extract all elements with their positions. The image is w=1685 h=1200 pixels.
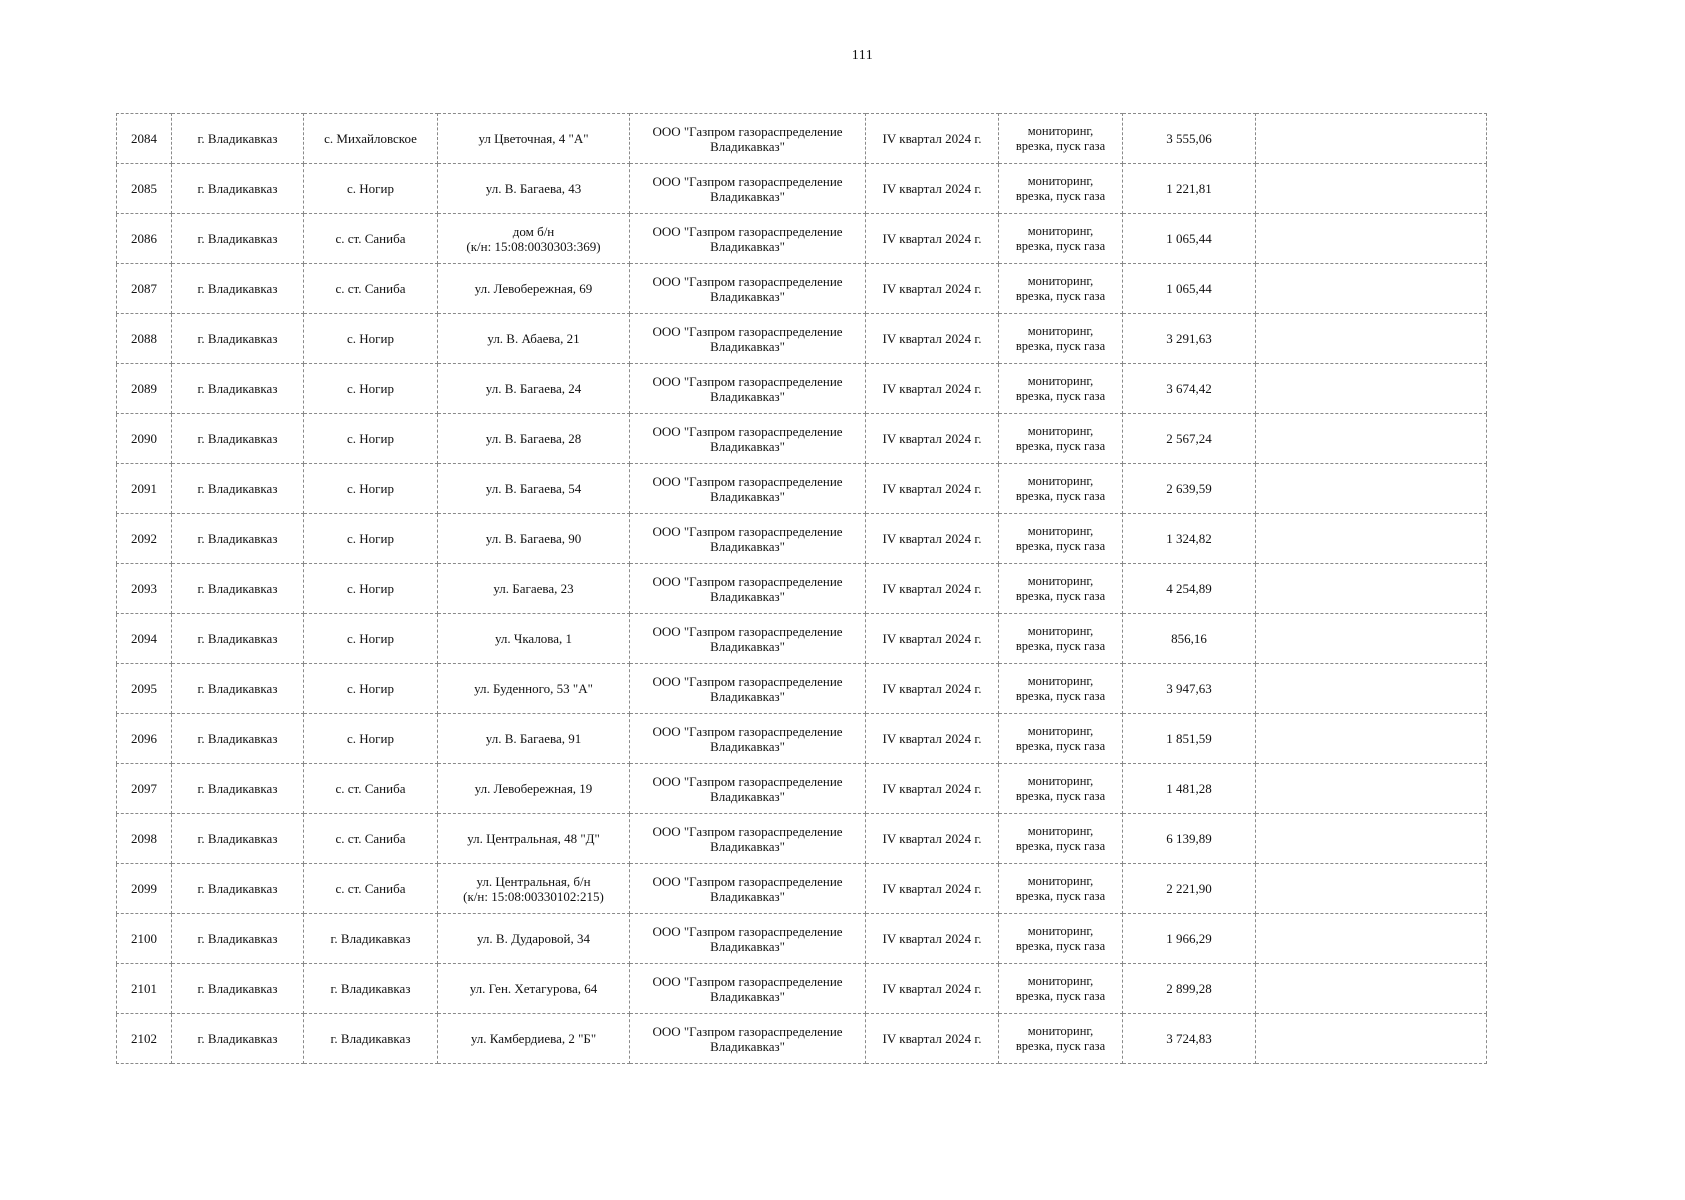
works-cell-line: мониторинг,: [1027, 873, 1094, 888]
address-cell: ул Цветочная, 4 "А": [438, 114, 630, 164]
row-number-cell: 2091: [117, 464, 172, 514]
organization-cell: [630, 564, 866, 614]
amount-cell: 2 567,24: [1123, 414, 1256, 464]
settlement-cell: г. Владикавказ: [304, 914, 438, 964]
row-number-cell: 2094: [117, 614, 172, 664]
amount-cell: 3 674,42: [1123, 364, 1256, 414]
works-cell-line: мониторинг,: [1027, 323, 1094, 338]
works-cell-line: врезка, пуск газа: [1015, 288, 1106, 303]
works-cell: [999, 564, 1123, 614]
amount-cell: 1 481,28: [1123, 764, 1256, 814]
works-cell-line: мониторинг,: [1027, 523, 1094, 538]
address-cell: ул. Левобережная, 69: [438, 264, 630, 314]
period-cell: IV квартал 2024 г.: [866, 164, 999, 214]
district-cell: г. Владикавказ: [172, 614, 304, 664]
organization-cell-line: ООО "Газпром газораспределение: [652, 423, 843, 439]
organization-cell-line: Владикавказ": [710, 988, 785, 1004]
works-cell-line: врезка, пуск газа: [1015, 388, 1106, 403]
district-cell: г. Владикавказ: [172, 1014, 304, 1064]
organization-cell-line: ООО "Газпром газораспределение: [652, 273, 843, 289]
settlement-cell: с. Ногир: [304, 164, 438, 214]
table-row: [117, 714, 1487, 764]
works-cell: [999, 464, 1123, 514]
works-cell-line: мониторинг,: [1027, 573, 1094, 588]
empty-cell: [1256, 964, 1487, 1014]
table-row: [117, 514, 1487, 564]
district-cell: г. Владикавказ: [172, 114, 304, 164]
empty-cell: [1256, 714, 1487, 764]
table-row: [117, 864, 1487, 914]
organization-cell-line: Владикавказ": [710, 838, 785, 854]
organization-cell-line: Владикавказ": [710, 288, 785, 304]
address-cell: ул. В. Багаева, 24: [438, 364, 630, 414]
organization-cell: [630, 714, 866, 764]
works-cell-line: врезка, пуск газа: [1015, 588, 1106, 603]
organization-cell-line: Владикавказ": [710, 438, 785, 454]
organization-cell-line: ООО "Газпром газораспределение: [652, 473, 843, 489]
organization-cell-line: Владикавказ": [710, 388, 785, 404]
works-cell-line: врезка, пуск газа: [1015, 638, 1106, 653]
works-cell: [999, 1014, 1123, 1064]
period-cell: IV квартал 2024 г.: [866, 214, 999, 264]
organization-cell-line: Владикавказ": [710, 1038, 785, 1054]
works-cell: [999, 764, 1123, 814]
amount-cell: 2 639,59: [1123, 464, 1256, 514]
row-number-cell: 2101: [117, 964, 172, 1014]
empty-cell: [1256, 864, 1487, 914]
organization-cell-line: Владикавказ": [710, 238, 785, 254]
works-cell: [999, 414, 1123, 464]
works-cell-line: мониторинг,: [1027, 173, 1094, 188]
amount-cell: 1 065,44: [1123, 264, 1256, 314]
empty-cell: [1256, 114, 1487, 164]
empty-cell: [1256, 564, 1487, 614]
organization-cell-line: Владикавказ": [710, 938, 785, 954]
address-cell: ул. Левобережная, 19: [438, 764, 630, 814]
works-cell-line: врезка, пуск газа: [1015, 238, 1106, 253]
works-cell: [999, 114, 1123, 164]
organization-cell-line: Владикавказ": [710, 638, 785, 654]
address-cell: [438, 864, 630, 914]
works-cell-line: врезка, пуск газа: [1015, 888, 1106, 903]
address-cell: ул. В. Багаева, 28: [438, 414, 630, 464]
organization-cell: [630, 364, 866, 414]
settlement-cell: г. Владикавказ: [304, 1014, 438, 1064]
period-cell: IV квартал 2024 г.: [866, 314, 999, 364]
address-cell: ул. В. Багаева, 54: [438, 464, 630, 514]
works-cell: [999, 214, 1123, 264]
row-number-cell: 2095: [117, 664, 172, 714]
amount-cell: 856,16: [1123, 614, 1256, 664]
empty-cell: [1256, 314, 1487, 364]
period-cell: IV квартал 2024 г.: [866, 814, 999, 864]
table-row: [117, 1014, 1487, 1064]
row-number-cell: 2092: [117, 514, 172, 564]
works-cell-line: мониторинг,: [1027, 723, 1094, 738]
works-cell-line: мониторинг,: [1027, 123, 1094, 138]
settlement-cell: с. Ногир: [304, 314, 438, 364]
row-number-cell: 2100: [117, 914, 172, 964]
organization-cell: [630, 114, 866, 164]
works-cell-line: мониторинг,: [1027, 673, 1094, 688]
period-cell: IV квартал 2024 г.: [866, 864, 999, 914]
empty-cell: [1256, 764, 1487, 814]
row-number-cell: 2097: [117, 764, 172, 814]
organization-cell: [630, 614, 866, 664]
row-number-cell: 2093: [117, 564, 172, 614]
district-cell: г. Владикавказ: [172, 814, 304, 864]
amount-cell: 2 899,28: [1123, 964, 1256, 1014]
amount-cell: 1 065,44: [1123, 214, 1256, 264]
works-cell-line: врезка, пуск газа: [1015, 488, 1106, 503]
district-cell: г. Владикавказ: [172, 464, 304, 514]
table-row: [117, 464, 1487, 514]
address-cell: ул. Ген. Хетагурова, 64: [438, 964, 630, 1014]
settlement-cell: с. ст. Саниба: [304, 814, 438, 864]
address-cell: ул. В. Абаева, 21: [438, 314, 630, 364]
organization-cell-line: ООО "Газпром газораспределение: [652, 223, 843, 239]
organization-cell: [630, 814, 866, 864]
works-cell-line: мониторинг,: [1027, 773, 1094, 788]
amount-cell: 1 966,29: [1123, 914, 1256, 964]
organization-cell: [630, 864, 866, 914]
period-cell: IV квартал 2024 г.: [866, 364, 999, 414]
settlement-cell: с. Ногир: [304, 564, 438, 614]
period-cell: IV квартал 2024 г.: [866, 264, 999, 314]
empty-cell: [1256, 414, 1487, 464]
organization-cell-line: ООО "Газпром газораспределение: [652, 723, 843, 739]
works-cell-line: мониторинг,: [1027, 273, 1094, 288]
empty-cell: [1256, 464, 1487, 514]
address-cell: ул. В. Багаева, 90: [438, 514, 630, 564]
organization-cell-line: ООО "Газпром газораспределение: [652, 523, 843, 539]
works-cell-line: мониторинг,: [1027, 923, 1094, 938]
organization-cell: [630, 664, 866, 714]
district-cell: г. Владикавказ: [172, 364, 304, 414]
amount-cell: 6 139,89: [1123, 814, 1256, 864]
registry-table: [116, 113, 1487, 1064]
works-cell: [999, 264, 1123, 314]
amount-cell: 1 221,81: [1123, 164, 1256, 214]
organization-cell-line: Владикавказ": [710, 488, 785, 504]
table-row: [117, 764, 1487, 814]
amount-cell: 4 254,89: [1123, 564, 1256, 614]
period-cell: IV квартал 2024 г.: [866, 614, 999, 664]
address-cell: ул. Буденного, 53 "А": [438, 664, 630, 714]
period-cell: IV квартал 2024 г.: [866, 914, 999, 964]
organization-cell: [630, 164, 866, 214]
table-row: [117, 964, 1487, 1014]
address-line: (к/н: 15:08:0030303:369): [466, 238, 601, 254]
settlement-cell: с. ст. Саниба: [304, 764, 438, 814]
organization-cell-line: ООО "Газпром газораспределение: [652, 623, 843, 639]
organization-cell-line: Владикавказ": [710, 538, 785, 554]
settlement-cell: с. Ногир: [304, 514, 438, 564]
table-row: [117, 614, 1487, 664]
period-cell: IV квартал 2024 г.: [866, 414, 999, 464]
empty-cell: [1256, 214, 1487, 264]
address-cell: ул. Камбердиева, 2 "Б": [438, 1014, 630, 1064]
organization-cell: [630, 414, 866, 464]
settlement-cell: с. Ногир: [304, 714, 438, 764]
row-number-cell: 2084: [117, 114, 172, 164]
district-cell: г. Владикавказ: [172, 314, 304, 364]
district-cell: г. Владикавказ: [172, 764, 304, 814]
organization-cell: [630, 914, 866, 964]
row-number-cell: 2085: [117, 164, 172, 214]
row-number-cell: 2086: [117, 214, 172, 264]
table-body: [117, 114, 1487, 1064]
period-cell: IV квартал 2024 г.: [866, 964, 999, 1014]
district-cell: г. Владикавказ: [172, 414, 304, 464]
organization-cell-line: ООО "Газпром газораспределение: [652, 323, 843, 339]
organization-cell-line: Владикавказ": [710, 788, 785, 804]
works-cell-line: мониторинг,: [1027, 623, 1094, 638]
works-cell: [999, 314, 1123, 364]
organization-cell-line: Владикавказ": [710, 188, 785, 204]
district-cell: г. Владикавказ: [172, 564, 304, 614]
settlement-cell: с. Ногир: [304, 464, 438, 514]
organization-cell: [630, 1014, 866, 1064]
works-cell-line: мониторинг,: [1027, 473, 1094, 488]
address-cell: [438, 214, 630, 264]
organization-cell: [630, 964, 866, 1014]
works-cell-line: врезка, пуск газа: [1015, 188, 1106, 203]
period-cell: IV квартал 2024 г.: [866, 114, 999, 164]
works-cell-line: мониторинг,: [1027, 423, 1094, 438]
works-cell: [999, 964, 1123, 1014]
settlement-cell: с. ст. Саниба: [304, 264, 438, 314]
organization-cell: [630, 214, 866, 264]
period-cell: IV квартал 2024 г.: [866, 714, 999, 764]
amount-cell: 1 851,59: [1123, 714, 1256, 764]
row-number-cell: 2099: [117, 864, 172, 914]
works-cell: [999, 864, 1123, 914]
organization-cell: [630, 264, 866, 314]
works-cell: [999, 614, 1123, 664]
district-cell: г. Владикавказ: [172, 214, 304, 264]
table-row: [117, 364, 1487, 414]
period-cell: IV квартал 2024 г.: [866, 664, 999, 714]
empty-cell: [1256, 914, 1487, 964]
organization-cell-line: ООО "Газпром газораспределение: [652, 573, 843, 589]
organization-cell-line: ООО "Газпром газораспределение: [652, 1023, 843, 1039]
address-line: (к/н: 15:08:00330102:215): [463, 888, 604, 904]
address-line: ул. Центральная, б/н: [476, 873, 591, 889]
works-cell-line: врезка, пуск газа: [1015, 688, 1106, 703]
works-cell: [999, 814, 1123, 864]
organization-cell-line: Владикавказ": [710, 588, 785, 604]
works-cell-line: врезка, пуск газа: [1015, 988, 1106, 1003]
district-cell: г. Владикавказ: [172, 714, 304, 764]
row-number-cell: 2090: [117, 414, 172, 464]
empty-cell: [1256, 814, 1487, 864]
works-cell-line: врезка, пуск газа: [1015, 138, 1106, 153]
settlement-cell: с. ст. Саниба: [304, 214, 438, 264]
settlement-cell: с. ст. Саниба: [304, 864, 438, 914]
address-line: дом б/н: [512, 223, 555, 239]
organization-cell-line: Владикавказ": [710, 738, 785, 754]
table-row: [117, 114, 1487, 164]
settlement-cell: с. Ногир: [304, 664, 438, 714]
amount-cell: 3 724,83: [1123, 1014, 1256, 1064]
organization-cell-line: Владикавказ": [710, 688, 785, 704]
organization-cell-line: ООО "Газпром газораспределение: [652, 973, 843, 989]
works-cell: [999, 514, 1123, 564]
period-cell: IV квартал 2024 г.: [866, 514, 999, 564]
works-cell: [999, 714, 1123, 764]
table-row: [117, 264, 1487, 314]
district-cell: г. Владикавказ: [172, 514, 304, 564]
address-cell: ул. В. Багаева, 43: [438, 164, 630, 214]
row-number-cell: 2096: [117, 714, 172, 764]
table-row: [117, 664, 1487, 714]
page-number: 111: [851, 48, 874, 63]
empty-cell: [1256, 614, 1487, 664]
settlement-cell: с. Ногир: [304, 614, 438, 664]
organization-cell-line: Владикавказ": [710, 138, 785, 154]
organization-cell: [630, 764, 866, 814]
organization-cell-line: ООО "Газпром газораспределение: [652, 373, 843, 389]
district-cell: г. Владикавказ: [172, 664, 304, 714]
organization-cell-line: ООО "Газпром газораспределение: [652, 773, 843, 789]
empty-cell: [1256, 514, 1487, 564]
amount-cell: 3 291,63: [1123, 314, 1256, 364]
address-cell: ул. В. Дударовой, 34: [438, 914, 630, 964]
works-cell: [999, 164, 1123, 214]
row-number-cell: 2089: [117, 364, 172, 414]
amount-cell: 3 947,63: [1123, 664, 1256, 714]
table-row: [117, 164, 1487, 214]
organization-cell-line: ООО "Газпром газораспределение: [652, 873, 843, 889]
empty-cell: [1256, 664, 1487, 714]
works-cell-line: врезка, пуск газа: [1015, 838, 1106, 853]
works-cell-line: мониторинг,: [1027, 1023, 1094, 1038]
works-cell: [999, 914, 1123, 964]
address-cell: ул. Багаева, 23: [438, 564, 630, 614]
organization-cell: [630, 464, 866, 514]
amount-cell: 2 221,90: [1123, 864, 1256, 914]
address-cell: ул. Центральная, 48 "Д": [438, 814, 630, 864]
row-number-cell: 2087: [117, 264, 172, 314]
period-cell: IV квартал 2024 г.: [866, 1014, 999, 1064]
settlement-cell: с. Ногир: [304, 364, 438, 414]
settlement-cell: с. Михайловское: [304, 114, 438, 164]
organization-cell-line: ООО "Газпром газораспределение: [652, 823, 843, 839]
organization-cell-line: Владикавказ": [710, 338, 785, 354]
organization-cell-line: ООО "Газпром газораспределение: [652, 923, 843, 939]
table-row: [117, 564, 1487, 614]
row-number-cell: 2098: [117, 814, 172, 864]
works-cell-line: врезка, пуск газа: [1015, 1038, 1106, 1053]
amount-cell: 3 555,06: [1123, 114, 1256, 164]
organization-cell-line: ООО "Газпром газораспределение: [652, 123, 843, 139]
district-cell: г. Владикавказ: [172, 864, 304, 914]
table-row: [117, 314, 1487, 364]
period-cell: IV квартал 2024 г.: [866, 564, 999, 614]
organization-cell-line: Владикавказ": [710, 888, 785, 904]
period-cell: IV квартал 2024 г.: [866, 764, 999, 814]
works-cell-line: врезка, пуск газа: [1015, 338, 1106, 353]
district-cell: г. Владикавказ: [172, 964, 304, 1014]
works-cell-line: мониторинг,: [1027, 823, 1094, 838]
works-cell-line: мониторинг,: [1027, 223, 1094, 238]
empty-cell: [1256, 164, 1487, 214]
table-row: [117, 814, 1487, 864]
settlement-cell: г. Владикавказ: [304, 964, 438, 1014]
works-cell-line: врезка, пуск газа: [1015, 538, 1106, 553]
organization-cell-line: ООО "Газпром газораспределение: [652, 173, 843, 189]
district-cell: г. Владикавказ: [172, 264, 304, 314]
address-cell: ул. Чкалова, 1: [438, 614, 630, 664]
empty-cell: [1256, 1014, 1487, 1064]
organization-cell: [630, 514, 866, 564]
works-cell-line: врезка, пуск газа: [1015, 738, 1106, 753]
table-row: [117, 214, 1487, 264]
organization-cell-line: ООО "Газпром газораспределение: [652, 673, 843, 689]
address-cell: ул. В. Багаева, 91: [438, 714, 630, 764]
amount-cell: 1 324,82: [1123, 514, 1256, 564]
row-number-cell: 2102: [117, 1014, 172, 1064]
period-cell: IV квартал 2024 г.: [866, 464, 999, 514]
district-cell: г. Владикавказ: [172, 164, 304, 214]
empty-cell: [1256, 364, 1487, 414]
organization-cell: [630, 314, 866, 364]
works-cell-line: врезка, пуск газа: [1015, 938, 1106, 953]
table-row: [117, 414, 1487, 464]
row-number-cell: 2088: [117, 314, 172, 364]
works-cell-line: врезка, пуск газа: [1015, 438, 1106, 453]
works-cell: [999, 364, 1123, 414]
works-cell: [999, 664, 1123, 714]
settlement-cell: с. Ногир: [304, 414, 438, 464]
works-cell-line: мониторинг,: [1027, 373, 1094, 388]
table-row: [117, 914, 1487, 964]
works-cell-line: врезка, пуск газа: [1015, 788, 1106, 803]
empty-cell: [1256, 264, 1487, 314]
district-cell: г. Владикавказ: [172, 914, 304, 964]
works-cell-line: мониторинг,: [1027, 973, 1094, 988]
